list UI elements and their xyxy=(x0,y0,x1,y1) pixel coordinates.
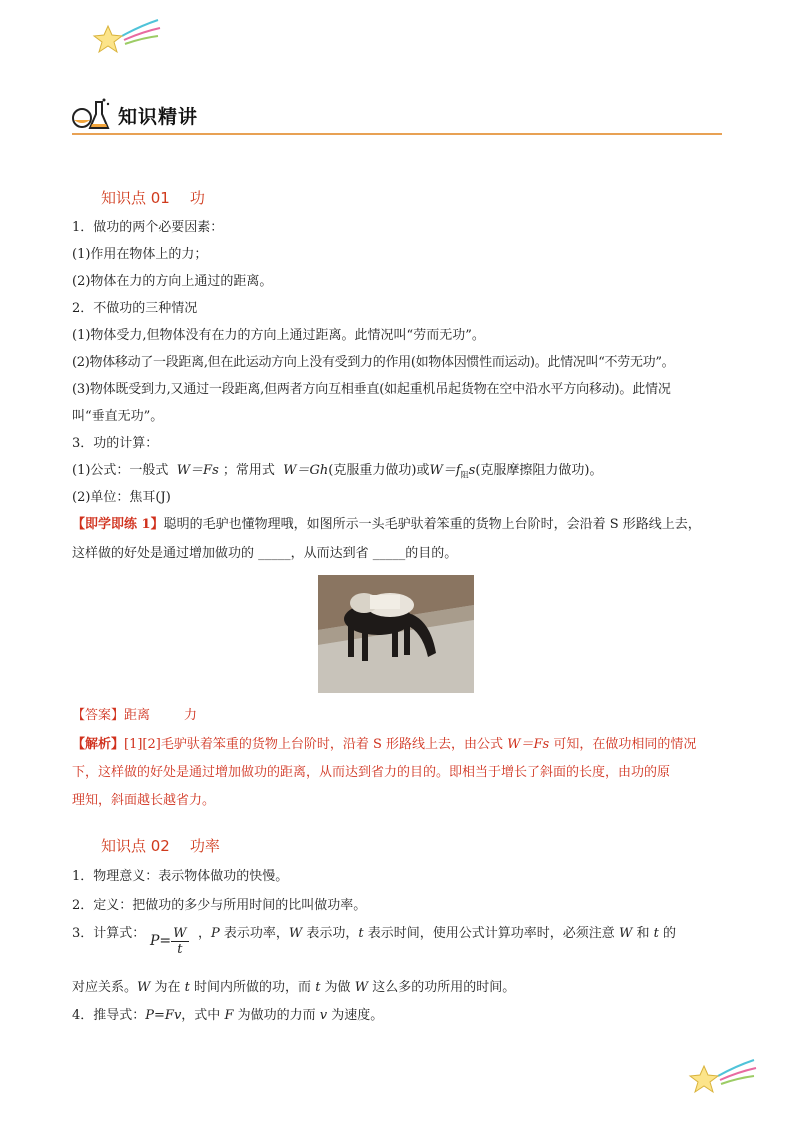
donkey-photo xyxy=(318,575,474,693)
lab-flask-icon xyxy=(72,96,112,132)
analysis-tag: 【解析】 xyxy=(72,737,125,752)
formula-line xyxy=(72,461,602,486)
text-line: ，P 表示功率，W 表示功，t 表示时间，使用公式计算功率时，必须注意 W 和 t 的 xyxy=(198,926,676,941)
text-line: 2．不做功的三种情况 xyxy=(72,301,198,316)
knowledge-point-1-title xyxy=(101,187,205,208)
text-span: 聪明的毛驴也懂物理哦，如图所示一头毛驴驮着笨重的货物上台阶时，会沿着 S 形路线上去， xyxy=(163,517,701,532)
text-span: 可知，在做功相同的情况 xyxy=(553,737,697,752)
text-line: 3．功的计算： xyxy=(72,436,159,451)
power-formula xyxy=(150,926,189,966)
text-line: (2)物体移动了一段距离,但在此运动方向上没有受到力的作用(如物体因惯性而运动)。此情况叫“不劳无功”。 xyxy=(72,355,675,370)
section-title: 知识精讲 xyxy=(118,106,199,128)
analysis-line: 理知，斜面越长越省力。 xyxy=(72,793,216,808)
text-line: (1)作用在物体上的力； xyxy=(72,247,208,262)
exercise-question xyxy=(72,515,701,535)
answer-value: 力 xyxy=(184,708,198,723)
answer-tag: 【答案】 xyxy=(72,708,125,723)
formula: s xyxy=(468,463,476,478)
kp-name: 功 xyxy=(189,189,205,207)
shooting-star-icon xyxy=(688,1058,758,1098)
text-span: (克服摩擦阻力做功)。 xyxy=(475,463,603,478)
text-line: (2)单位：焦耳(J) xyxy=(72,490,171,505)
text-line: 1．物理意义：表示物体做功的快慢。 xyxy=(72,869,289,884)
kp-name: 功率 xyxy=(189,837,220,855)
text-line xyxy=(72,924,145,944)
formula-eq: = xyxy=(159,933,172,949)
shooting-star-icon xyxy=(92,18,162,58)
numerator: W xyxy=(173,926,187,941)
header-divider xyxy=(72,133,722,135)
fraction xyxy=(171,926,188,957)
kp-number: 知识点 01 xyxy=(101,189,170,207)
kp-number: 知识点 02 xyxy=(101,837,170,855)
formula: W＝f xyxy=(429,463,461,478)
denominator: t xyxy=(177,942,183,957)
text-line: (2)物体在力的方向上通过的距离。 xyxy=(72,274,273,289)
formula-var: P xyxy=(150,933,160,949)
subscript: 阻 xyxy=(460,470,469,480)
text-line: 4．推导式：P=Fv，式中 F 为做功的力而 v 为速度。 xyxy=(72,1008,384,1023)
text-span: [1][2]毛驴驮着笨重的货物上台阶时，沿着 S 形路线上去，由公式 xyxy=(124,737,504,752)
analysis-line: 下，这样做的好处是通过增加做功的距离，从而达到省力的目的。即相当于增长了斜面的长度，由功的原 xyxy=(72,765,671,780)
text-span: 3．计算式： xyxy=(72,926,146,941)
text-span: (1)公式：一般式 xyxy=(72,463,169,478)
formula: W＝Fs xyxy=(176,463,219,478)
text-span: ；常用式 xyxy=(222,463,275,478)
exercise-tag: 【即学即练 1】 xyxy=(72,517,164,532)
text-line: 1．做功的两个必要因素： xyxy=(72,220,224,235)
text-span: (克服重力做功)或 xyxy=(328,463,430,478)
text-line: (3)物体既受到力,又通过一段距离,但两者方向互相垂直(如起重机吊起货物在空中沿水平方向移动)。此情况 xyxy=(72,382,671,397)
analysis-line xyxy=(72,735,696,755)
text-line: 这样做的好处是通过增加做功的 _____，从而达到省 _____的目的。 xyxy=(72,546,458,561)
formula: W＝Gh xyxy=(283,463,329,478)
knowledge-point-2-title xyxy=(101,835,220,856)
formula: W＝Fs xyxy=(507,737,550,752)
answer-line xyxy=(72,706,197,726)
text-line: 2．定义：把做功的多少与所用时间的比叫做功率。 xyxy=(72,898,367,913)
text-line: 对应关系。W 为在 t 时间内所做的功，而 t 为做 W 这么多的功所用的时间。 xyxy=(72,980,516,995)
text-line: 叫“垂直无功”。 xyxy=(72,409,164,424)
text-line: (1)物体受力,但物体没有在力的方向上通过距离。此情况叫“劳而无功”。 xyxy=(72,328,485,343)
answer-value: 距离 xyxy=(124,708,151,723)
